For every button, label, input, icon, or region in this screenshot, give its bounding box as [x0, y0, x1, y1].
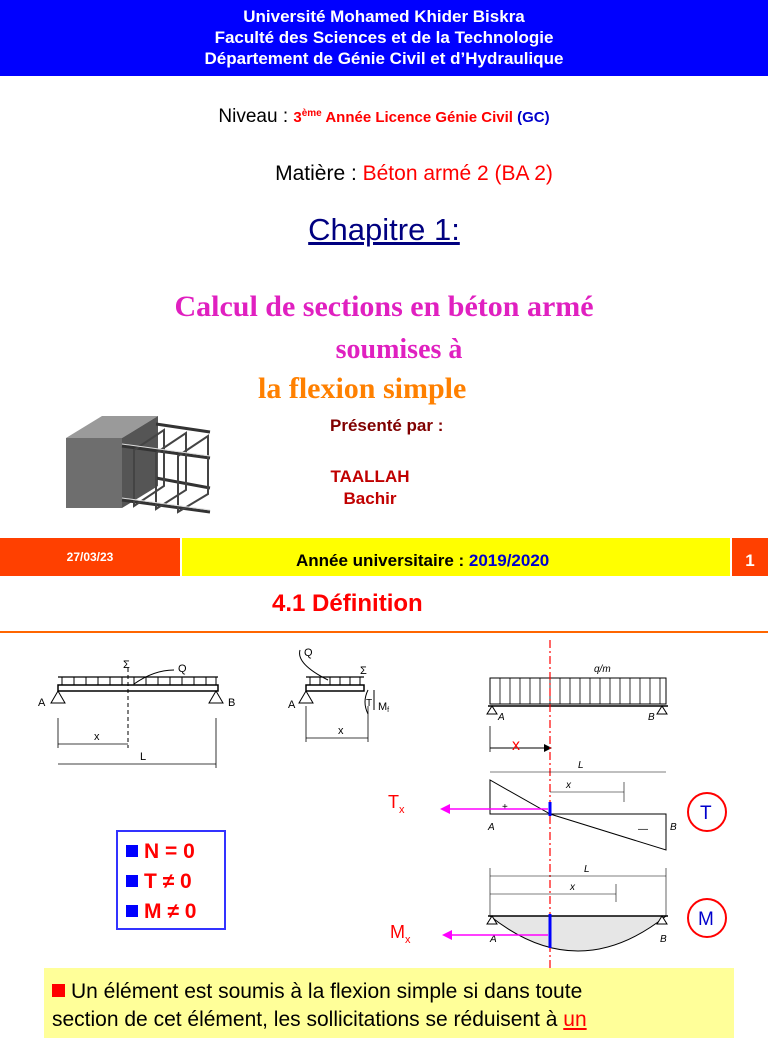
level-label: Niveau : [218, 106, 294, 127]
definition-line-2: section de cet élément, les sollicitations se réduisent à [52, 1008, 564, 1031]
title-line-3: la flexion simple [258, 372, 467, 405]
section-divider [0, 631, 768, 633]
beam1-label-b: B [228, 697, 236, 709]
beam1-label-q: Q [178, 663, 187, 675]
bullet-square-icon [126, 845, 138, 857]
beam3-label-b: B [648, 712, 655, 723]
footer-academic-year [182, 538, 730, 576]
beam2-label-q: Q [304, 647, 313, 659]
beam2-label-a: A [288, 699, 296, 711]
beam3-load-label: q/m [594, 664, 611, 675]
academic-year-label: Année universitaire : [296, 551, 469, 570]
definition-text [44, 968, 734, 1038]
shear-circle-t: T [700, 803, 712, 824]
shear-tx-label: $T_x$ [388, 792, 405, 816]
moment-label-x: x [570, 882, 575, 893]
beam1-label-l: L [140, 751, 147, 763]
header-line-university: Université Mohamed Khider Biskra [243, 7, 525, 26]
shear-label-x: x [566, 780, 571, 791]
beam1-label-a: A [38, 697, 46, 709]
header-line-department: Département de Génie Civil et d’Hydraulique [204, 49, 564, 68]
shear-label-b: B [670, 822, 677, 833]
definition-highlight: un [563, 1008, 587, 1031]
title-line-1: Calcul de sections en béton armé [174, 290, 594, 323]
level-program: Année Licence Génie Civil [321, 109, 518, 126]
shear-label-a: A [488, 822, 495, 833]
beam2-label-t: T [366, 698, 373, 709]
level-line [0, 106, 768, 128]
condition-t: T ≠ 0 [126, 870, 192, 894]
condition-m: M ≠ 0 [126, 900, 196, 924]
beam2-label-sigma: Σ [360, 665, 367, 677]
section-title: 4.1 Définition [272, 590, 423, 617]
beam1-label-sigma: Σ [123, 659, 130, 671]
beam3-label-a: A [498, 712, 505, 723]
bullet-square-icon [126, 905, 138, 917]
moment-label-b: B [660, 934, 667, 945]
level-code: (GC) [517, 109, 550, 126]
presented-by-label: Présenté par : [330, 416, 444, 435]
subject-label: Matière : [275, 162, 363, 185]
bullet-square-icon [52, 984, 65, 997]
moment-mx-label: $M_x$ [390, 922, 411, 946]
page-number: 1 [732, 538, 768, 576]
shear-minus-sign: — [638, 824, 648, 835]
moment-circle-m: M [698, 909, 714, 930]
title-line-2: soumises à [335, 334, 463, 365]
footer-date: 27/03/23 [0, 538, 180, 576]
moment-label-l: L [584, 864, 590, 875]
subject-line [0, 162, 768, 186]
subject-value: Béton armé 2 (BA 2) [362, 162, 553, 185]
beam2-label-m: Mf [378, 701, 390, 714]
academic-year-value: 2019/2020 [468, 551, 550, 570]
beam-diagram-cut-section [284, 646, 394, 746]
shear-plus-sign: + [502, 802, 508, 813]
university-header [0, 0, 768, 76]
shear-moment-diagrams [380, 640, 768, 970]
beam-diagram-simply-supported [34, 656, 244, 772]
presenter-last-name: TAALLAH [330, 467, 410, 486]
condition-n: N = 0 [126, 840, 195, 864]
beam1-label-x: x [94, 731, 100, 743]
chapter-title: Chapitre 1: [308, 212, 460, 247]
conditions-box [116, 830, 226, 930]
shear-label-l: L [578, 760, 584, 771]
definition-line-1: Un élément est soumis à la flexion simple si dans toute [71, 980, 583, 1003]
rebar-cage-illustration [60, 408, 220, 528]
presenter-first-name: Bachir [343, 489, 397, 508]
header-line-faculty: Faculté des Sciences et de la Technologie [214, 28, 554, 47]
beam3-red-x: x [512, 737, 520, 754]
presenter-name [300, 466, 440, 510]
beam2-label-x: x [338, 725, 344, 737]
moment-label-a: A [490, 934, 497, 945]
bullet-square-icon [126, 875, 138, 887]
level-ordinal: 3ème [293, 108, 322, 126]
